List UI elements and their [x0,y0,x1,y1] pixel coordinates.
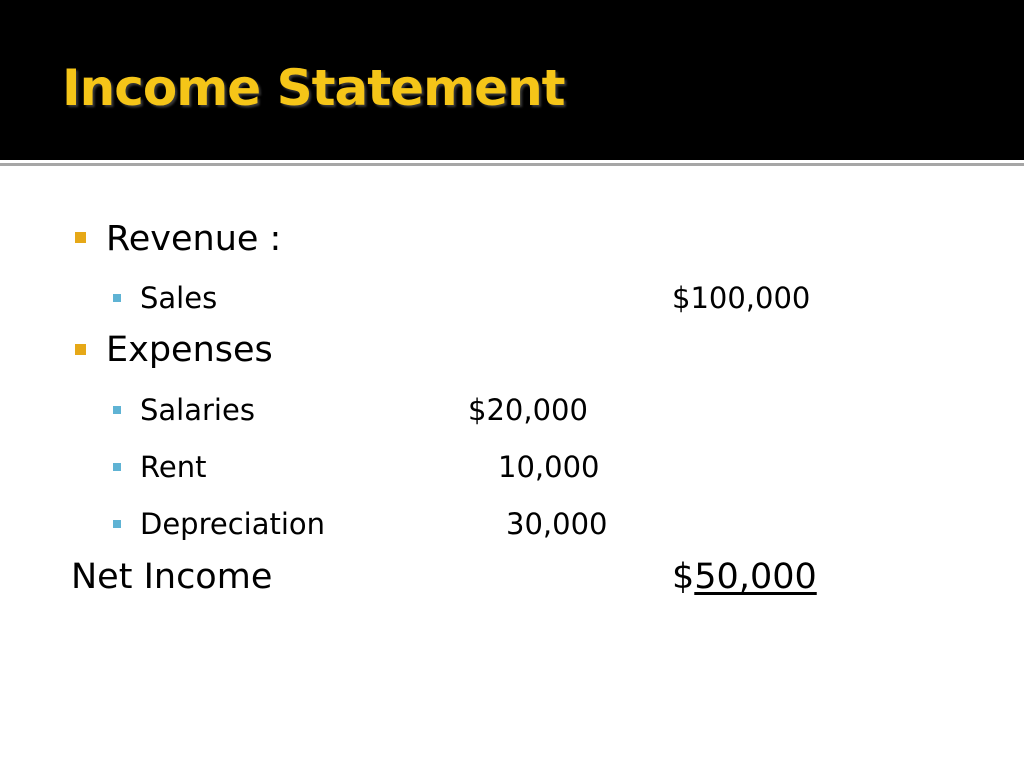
net-income-label: Net Income [71,557,273,597]
salaries-label: Salaries [140,393,255,427]
net-income-amount [672,556,817,598]
depreciation-label: Depreciation [140,507,326,541]
net-income-currency: $ [672,557,695,597]
sales-label: Sales [140,281,218,315]
square-bullet-icon [113,406,121,414]
net-income-value: 50,000 [694,557,817,597]
header-divider-shadow [0,163,1024,166]
slide-title: Income Statement [62,59,565,117]
salaries-amount: $20,000 [468,393,588,427]
expenses-label: Expenses [106,330,273,370]
square-bullet-icon [75,344,86,355]
square-bullet-icon [113,294,121,302]
square-bullet-icon [113,520,121,528]
square-bullet-icon [75,232,86,243]
sales-amount: $100,000 [672,281,811,315]
rent-label: Rent [140,450,207,484]
depreciation-amount: 30,000 [506,507,608,541]
revenue-label: Revenue : [106,219,282,259]
rent-amount: 10,000 [498,450,600,484]
square-bullet-icon [113,463,121,471]
